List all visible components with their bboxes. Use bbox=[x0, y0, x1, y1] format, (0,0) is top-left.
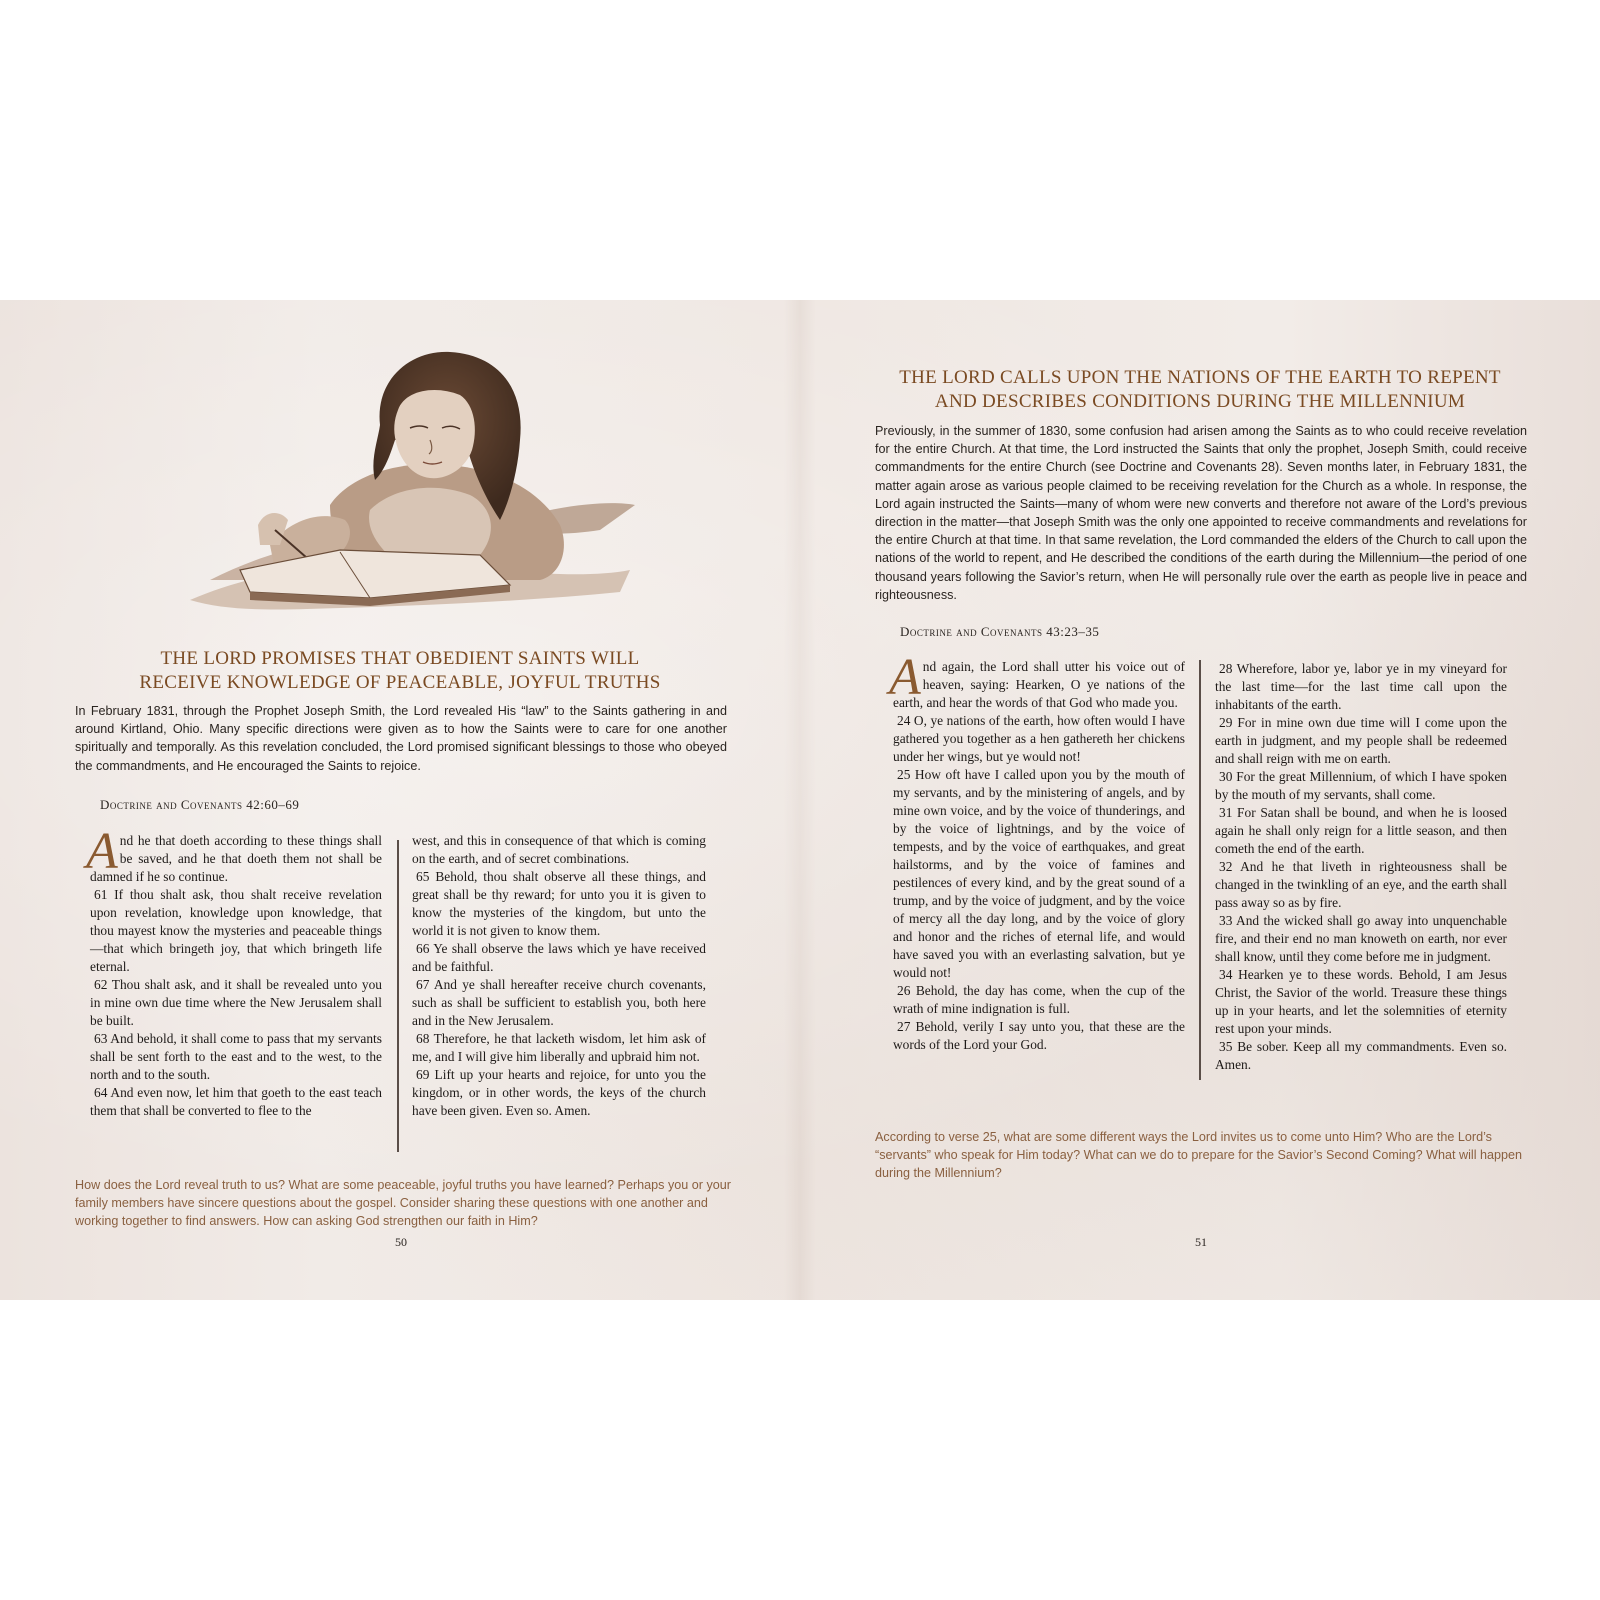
heading-line-2: RECEIVE KNOWLEDGE OF PEACEABLE, JOYFUL TRUTHS bbox=[139, 672, 661, 693]
continued-verse: west, and this in consequence of that which is coming on the earth, and of secret combinations. bbox=[412, 833, 706, 866]
verse: 64 And even now, let him that goeth to the east teach them that shall be converted to flee to the bbox=[90, 1085, 382, 1118]
intro-paragraph: In February 1831, through the Prophet Joseph Smith, the Lord revealed His “law” to the Saints gathering in and around Kirtland, Ohio. Many specific directions were given as to how the Saints were to care for one another spiritually and temporally. As this revelation concluded, the Lord promised significant blessings to those who obeyed the commandments, and He encouraged the Saints to rejoice. bbox=[75, 704, 727, 773]
column-divider bbox=[1199, 660, 1201, 1080]
page-number: 51 bbox=[1195, 1235, 1207, 1249]
verse: 26 Behold, the day has come, when the cup of the wrath of mine indignation is full. bbox=[893, 983, 1185, 1016]
verse: 35 Be sober. Keep all my commandments. Even so. Amen. bbox=[1215, 1039, 1507, 1072]
opening-verse: And again, the Lord shall utter his voice out of heaven, saying: Hearken, O ye nations of the earth, and hear the words of that God who made you. bbox=[889, 649, 1185, 710]
scripture-column-1 bbox=[889, 649, 1185, 1054]
verse: 32 And he that liveth in righteousness shall be changed in the twinkling of an eye, and the earth shall pass away so as by fire. bbox=[1215, 859, 1507, 910]
verse: 33 And the wicked shall go away into unquenchable fire, and their end no man knoweth on earth, nor ever shall know, until they come before me in judgment. bbox=[1215, 913, 1507, 964]
intro-paragraph: Previously, in the summer of 1830, some confusion had arisen among the Saints as to who could receive revelation for the entire Church. At that time, the Lord instructed the Saints that only the prophet, Joseph Smith, could receive commandments for the entire Church (see Doctrine and Covenants 28). Seven months later, in February 1831, the matter again arose as various people claimed to be receiving revelation for the Church as a whole. In response, the Lord again instructed the Saints—many of whom were new converts and therefore not aware of the Lord’s previous direction in the matter—that Joseph Smith was the only one appointed to receive commandments and revelations for the entire Church at that time. In that same revelation, the Lord commanded the elders of the Church to call upon the nations of the world to repent, and He described the conditions of the earth during the Millennium—the period of one thousand years following the Savior’s return, when He will personally rule over the earth as people live in peace and righteousness. bbox=[875, 424, 1527, 602]
verse: 30 For the great Millennium, of which I have spoken by the mouth of my servants, shall come. bbox=[1215, 769, 1507, 802]
heading-line-2: AND DESCRIBES CONDITIONS DURING THE MILLENNIUM bbox=[934, 391, 1466, 412]
verse: 69 Lift up your hearts and rejoice, for unto you the kingdom, or in other words, the keys of the church have been given. Even so. Amen. bbox=[412, 1067, 706, 1118]
drop-cap: A bbox=[86, 823, 118, 880]
page-50 bbox=[0, 300, 800, 1300]
page-51 bbox=[800, 300, 1600, 1300]
verse: 34 Hearken ye to these words. Behold, I am Jesus Christ, the Savior of the world. Treasure these things up in your hearts, and let the solemnities of eternity rest upon your minds. bbox=[1215, 967, 1507, 1036]
opening-verse: And he that doeth according to these things shall be saved, and he that doeth them not shall be damned if he so continue. bbox=[86, 823, 382, 884]
verse: 62 Thou shalt ask, and it shall be revealed unto you in mine own due time where the New Jerusalem shall be built. bbox=[90, 977, 382, 1028]
reflection-question: How does the Lord reveal truth to us? What are some peaceable, joyful truths you have learned? Perhaps you or your family members have sincere questions about the gospel. Consider sharing these questions with one another and working together to find answers. How can asking God strengthen our faith in Him? bbox=[75, 1178, 731, 1229]
verse: 24 O, ye nations of the earth, how often would I have gathered you together as a hen gathereth her chickens under her wings, but ye would not! bbox=[893, 713, 1185, 764]
column-divider bbox=[397, 840, 399, 1152]
girl-reading-illustration bbox=[180, 330, 640, 620]
verse: 25 How oft have I called upon you by the mouth of my servants, and by the ministering of angels, and by mine own voice, and by the voice of thunderings, and by the voice of lightnings, and by the voice of tempests, and by the voice of earthquakes, and great hailstorms, and by the voice of famines and pestilences of every kind, and by the great sound of a trump, and by the voice of judgment, and by the voice of mercy all the day long, and by the voice of glory and honor and the riches of eternal life, and would have saved you with an everlasting salvation, but ye would not! bbox=[893, 767, 1185, 980]
heading-line-1: THE LORD CALLS UPON THE NATIONS OF THE EARTH TO REPENT bbox=[899, 367, 1501, 388]
verse: 29 For in mine own due time will I come upon the earth in judgment, and my people shall be redeemed and shall reign with me on earth. bbox=[1215, 715, 1507, 766]
verse: 67 And ye shall hereafter receive church covenants, such as shall be sufficient to establish you, both here and in the New Jerusalem. bbox=[412, 977, 706, 1028]
heading-line-1: THE LORD PROMISES THAT OBEDIENT SAINTS WILL bbox=[160, 648, 640, 669]
reflection-question: According to verse 25, what are some different ways the Lord invites us to come unto Him? Who are the Lord’s “servants” who speak for Him today? What can we do to prepare for the Savior’s Second Coming? What will happen during the Millennium? bbox=[875, 1130, 1523, 1181]
section-heading bbox=[70, 647, 730, 695]
verse: 66 Ye shall observe the laws which ye have received and be faithful. bbox=[412, 941, 706, 974]
drop-cap: A bbox=[889, 649, 921, 706]
scripture-column-2 bbox=[412, 832, 706, 1120]
verse: 63 And behold, it shall come to pass that my servants shall be sent forth to the east and to the west, to the north and to the south. bbox=[90, 1031, 382, 1082]
verse: 61 If thou shalt ask, thou shalt receive revelation upon revelation, knowledge upon knowledge, that thou mayest know the mysteries and peaceable things—that which bringeth joy, that which bringeth life eternal. bbox=[90, 887, 382, 974]
book-spread bbox=[0, 300, 1600, 1300]
verse: 27 Behold, verily I say unto you, that these are the words of the Lord your God. bbox=[893, 1019, 1185, 1052]
verse: 31 For Satan shall be bound, and when he is loosed again he shall only reign for a little season, and then cometh the end of the earth. bbox=[1215, 805, 1507, 856]
verse: 65 Behold, thou shalt observe all these things, and great shall be thy reward; for unto you it is given to know the mysteries of the kingdom, but unto the world it is not given to know them. bbox=[412, 869, 706, 938]
verse: 28 Wherefore, labor ye, labor ye in my vineyard for the last time—for the last time call upon the inhabitants of the earth. bbox=[1215, 661, 1507, 712]
scripture-reference: Doctrine and Covenants 43:23–35 bbox=[900, 624, 1100, 639]
scripture-column-1 bbox=[86, 823, 382, 1120]
section-heading bbox=[855, 366, 1545, 414]
scripture-reference: Doctrine and Covenants 42:60–69 bbox=[100, 797, 300, 812]
page-number: 50 bbox=[395, 1235, 407, 1249]
verse: 68 Therefore, he that lacketh wisdom, let him ask of me, and I will give him liberally and upbraid him not. bbox=[412, 1031, 706, 1064]
scripture-column-2 bbox=[1215, 660, 1507, 1074]
